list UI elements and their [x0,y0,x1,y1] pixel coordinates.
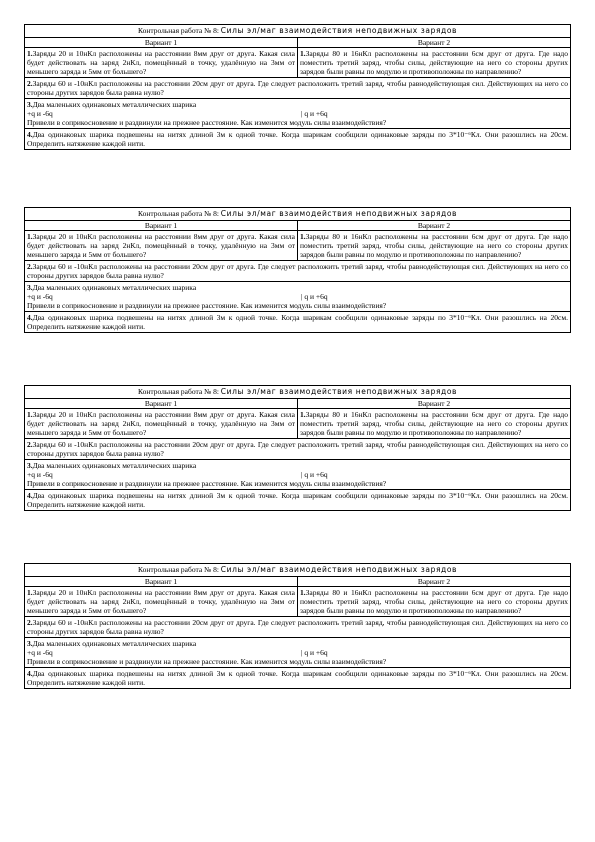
question-number: 1. [300,588,306,597]
question-text: Заряды 80 и 16нКл расположены на расстоянии 6см друг от друга. Где надо поместить третий заряд, чтобы силы, действующие на него со стороны других зарядов были равны по модулю и противоположны по направлению? [300,49,568,76]
question-text: Два маленьких одинаковых металлических шарика [32,461,197,470]
question-text: Заряды 60 и -10нКл расположены на расстоянии 20см друг от друга. Где следует расположить третий заряд, чтобы равнодействующая сил. Действующих на него со стороны других зарядов была равна нулю? [27,79,568,97]
card-title-number: Контрольная работа № 8: [137,26,219,35]
question-2 [25,617,571,638]
question-1-variant-1 [25,409,298,439]
question-1-variant-1 [25,587,298,617]
variant-1-header: Вариант 1 [25,221,298,231]
question-text: Два маленьких одинаковых металлических шарика [32,283,197,292]
question-number: 4. [27,313,33,322]
variant-1-header: Вариант 1 [25,399,298,409]
question-4 [25,312,571,333]
variant-1-header: Вариант 1 [25,38,298,48]
charges-variant-1: +q и -6q [27,470,53,479]
question-1-variant-1 [25,231,298,261]
charges-variant-2: | q и +6q [301,109,328,118]
card-title-topic: Силы эл/маг взаимодействия неподвижных зарядов [220,565,458,574]
card-title [25,386,571,399]
variant-2-header: Вариант 2 [298,399,571,409]
question-2 [25,439,571,460]
question-text: Заряды 80 и 16нКл расположены на расстоянии 6см друг от друга. Где надо поместить третий заряд, чтобы силы, действующие на него со стороны других зарядов были равны по модулю и противоположны по направлению? [300,410,568,437]
question-number: 2. [27,262,33,271]
question-3 [25,99,571,129]
charges-variant-1: +q и -6q [27,648,53,657]
question-number: 4. [27,669,33,678]
question-number: 4. [27,491,33,500]
charges-variant-1: +q и -6q [27,109,53,118]
question-text: Два одинаковых шарика подвешены на нитях длиной 3м к одной точке. Когда шарикам сообщили одинаковые заряды по 3*10⁻⁶Кл. Они разошлись на 20см. Определить натяжение каждой нити. [27,491,568,509]
question-number: 1. [27,232,33,241]
question-1-variant-2 [298,231,571,261]
card-title-number: Контрольная работа № 8: [137,387,219,396]
question-1-variant-2 [298,587,571,617]
question-text-continued: Привели в соприкосновение и раздвинули на прежнее расстояние. Как изменится модуль силы взаимодействия? [27,301,387,310]
question-text: Заряды 20 и 10нКл расположены на расстоянии 8мм друг от друга. Какая сила будет действовать на заряд 2нКл, помещённый в точку, удалённую на 3мм от меньшего заряда и 5мм от большего? [27,410,295,437]
variant-2-header: Вариант 2 [298,577,571,587]
question-number: 1. [27,49,33,58]
card-title [25,25,571,38]
question-number: 1. [300,410,306,419]
question-number: 2. [27,79,33,88]
question-text: Заряды 60 и -10нКл расположены на расстоянии 20см друг от друга. Где следует расположить третий заряд, чтобы равнодействующая сил. Действующих на него со стороны других зарядов была равна нулю? [27,618,568,636]
question-number: 3. [27,639,33,648]
test-card [24,385,571,511]
question-text-continued: Привели в соприкосновение и раздвинули на прежнее расстояние. Как изменится модуль силы взаимодействия? [27,479,387,488]
question-2 [25,261,571,282]
variant-1-header: Вариант 1 [25,577,298,587]
question-text: Два одинаковых шарика подвешены на нитях длиной 3м к одной точке. Когда шарикам сообщили одинаковые заряды по 3*10⁻⁶Кл. Они разошлись на 20см. Определить натяжение каждой нити. [27,313,568,331]
card-title-topic: Силы эл/маг взаимодействия неподвижных зарядов [220,387,458,396]
question-2 [25,78,571,99]
question-1-variant-1 [25,48,298,78]
question-text: Заряды 80 и 16нКл расположены на расстоянии 6см друг от друга. Где надо поместить третий заряд, чтобы силы, действующие на него со стороны других зарядов были равны по модулю и противоположны по направлению? [300,588,568,615]
question-text: Заряды 20 и 10нКл расположены на расстоянии 8мм друг от друга. Какая сила будет действовать на заряд 2нКл, помещённый в точку, удалённую на 3мм от меньшего заряда и 5мм от большего? [27,232,295,259]
charges-variant-1: +q и -6q [27,292,53,301]
question-4 [25,490,571,511]
card-title-number: Контрольная работа № 8: [137,209,219,218]
question-3 [25,638,571,668]
question-4 [25,129,571,150]
question-number: 3. [27,283,33,292]
question-text-continued: Привели в соприкосновение и раздвинули на прежнее расстояние. Как изменится модуль силы взаимодействия? [27,657,387,666]
test-card [24,207,571,333]
question-text: Заряды 60 и -10нКл расположены на расстоянии 20см друг от друга. Где следует расположить третий заряд, чтобы равнодействующая сил. Действующих на него со стороны других зарядов была равна нулю? [27,440,568,458]
test-card [24,24,571,150]
card-title-topic: Силы эл/маг взаимодействия неподвижных зарядов [220,209,458,218]
variant-2-header: Вариант 2 [298,221,571,231]
question-text: Два маленьких одинаковых металлических шарика [32,100,197,109]
variant-2-header: Вариант 2 [298,38,571,48]
question-text: Заряды 80 и 16нКл расположены на расстоянии 6см друг от друга. Где надо поместить третий заряд, чтобы силы, действующие на него со стороны других зарядов были равны по модулю и противоположны по направлению? [300,232,568,259]
question-4 [25,668,571,689]
question-number: 1. [27,588,33,597]
question-number: 3. [27,100,33,109]
question-1-variant-2 [298,409,571,439]
question-text: Заряды 60 и -10нКл расположены на расстоянии 20см друг от друга. Где следует расположить третий заряд, чтобы равнодействующая сил. Действующих на него со стороны других зарядов была равна нулю? [27,262,568,280]
card-title-number: Контрольная работа № 8: [137,565,219,574]
question-text: Два одинаковых шарика подвешены на нитях длиной 3м к одной точке. Когда шарикам сообщили одинаковые заряды по 3*10⁻⁶Кл. Они разошлись на 20см. Определить натяжение каждой нити. [27,130,568,148]
question-number: 2. [27,440,33,449]
question-3 [25,460,571,490]
question-number: 3. [27,461,33,470]
question-number: 4. [27,130,33,139]
question-3 [25,282,571,312]
question-text-continued: Привели в соприкосновение и раздвинули на прежнее расстояние. Как изменится модуль силы взаимодействия? [27,118,387,127]
card-title [25,564,571,577]
question-number: 1. [27,410,33,419]
test-card [24,563,571,689]
question-1-variant-2 [298,48,571,78]
question-text: Два одинаковых шарика подвешены на нитях длиной 3м к одной точке. Когда шарикам сообщили одинаковые заряды по 3*10⁻⁶Кл. Они разошлись на 20см. Определить натяжение каждой нити. [27,669,568,687]
question-text: Два маленьких одинаковых металлических шарика [32,639,197,648]
card-title-topic: Силы эл/маг взаимодействия неподвижных зарядов [220,26,458,35]
question-number: 2. [27,618,33,627]
question-number: 1. [300,232,306,241]
card-title [25,208,571,221]
question-text: Заряды 20 и 10нКл расположены на расстоянии 8мм друг от друга. Какая сила будет действовать на заряд 2нКл, помещённый в точку, удалённую на 3мм от меньшего заряда и 5мм от большего? [27,588,295,615]
charges-variant-2: | q и +6q [301,648,328,657]
question-number: 1. [300,49,306,58]
question-text: Заряды 20 и 10нКл расположены на расстоянии 8мм друг от друга. Какая сила будет действовать на заряд 2нКл, помещённый в точку, удалённую на 3мм от меньшего заряда и 5мм от большего? [27,49,295,76]
charges-variant-2: | q и +6q [301,470,328,479]
charges-variant-2: | q и +6q [301,292,328,301]
